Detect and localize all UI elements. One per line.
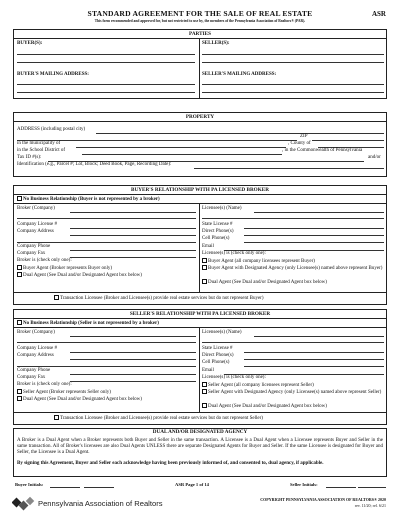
seller-broker-box	[13, 309, 387, 425]
buyer-cell-phone-label: Cell Phone(s)	[202, 236, 230, 241]
dual-agency-box	[13, 428, 387, 477]
buyer-company-address-line[interactable]	[70, 235, 196, 236]
seller-initials-line-1[interactable]	[326, 487, 356, 488]
form-subtitle: This form recommended and approved for, but not restricted to use by, the members of the Pennsylvania Association of Realtors® (PAR).	[94, 19, 306, 23]
buyer-company-fax-label: Company Fax	[17, 251, 46, 256]
buyer-no-business[interactable]	[17, 196, 160, 203]
property-title: PROPERTY	[14, 113, 386, 122]
seller-state-license-label: State License #	[202, 346, 233, 351]
seller-broker-divider	[199, 327, 200, 413]
seller-broker-company-line[interactable]	[70, 336, 196, 337]
seller-company-license-label: Company License #	[17, 346, 57, 351]
property-box	[13, 112, 387, 177]
seller-opt-agent-broker-label: Seller Agent (Broker represents Seller only)	[23, 390, 111, 395]
address-label: ADDRESS (including postal city)	[17, 127, 86, 132]
buyer-transaction-label: Transaction Licensee (Broker and Licensee(s) provide real estate services but do not represent Buyer)	[60, 296, 264, 301]
page-number: ASR Page 1 of 14	[175, 482, 209, 487]
buyer-broker-divider	[199, 203, 200, 293]
seller-transaction[interactable]	[54, 415, 263, 422]
revision: rev. 11/20; rel. 6/21	[354, 503, 386, 508]
seller-broker-company-line-2[interactable]	[17, 342, 196, 343]
seller-cell-phone-line[interactable]	[244, 366, 384, 367]
buyer-opt-dual-licensee[interactable]	[202, 279, 327, 286]
zip-line[interactable]	[312, 140, 384, 141]
buyer-opt-agent-broker-label: Buyer Agent (Broker represents Buyer only)	[23, 266, 113, 271]
buyer-opt-agent-all-label: Buyer Agent (all company licensees represent Buyer)	[208, 259, 315, 264]
checkbox-icon[interactable]	[17, 396, 22, 401]
buyer-broker-company-label: Broker (Company)	[17, 206, 55, 211]
identification-label: Identification (e.g., Parcel #; Lot, Block; Deed Book, Page, Recording Date):	[17, 162, 172, 167]
buyer-company-phone-line[interactable]	[70, 250, 196, 251]
identification-line[interactable]	[194, 168, 384, 169]
buyer-licensee-check-label: Licensee(s) is (check only one):	[202, 251, 266, 256]
divider	[14, 412, 386, 413]
seller-broker-check-label: Broker is (check only one):	[17, 382, 72, 387]
seller-transaction-label: Transaction Licensee (Broker and Licensee(s) provide real estate services but do not represent Seller)	[60, 416, 263, 421]
buyer-broker-company-line-2[interactable]	[17, 218, 196, 219]
seller-licensee-name-label: Licensee(s) (Name)	[202, 330, 242, 335]
school-district-line[interactable]	[82, 154, 282, 155]
buyer-state-license-line[interactable]	[244, 228, 384, 229]
parties-box	[13, 29, 387, 99]
dual-agency-text: A Broker is a Dual Agent when a Broker represents both Buyer and Seller in the same transaction. A Licensee is a Dual Agent when a Licensee represents Buyer and Seller in the same transaction. All of Broker's licensees are also Dual Agents UNLESS there are separate Designated Agents for Buyer and Seller. If the same Licensee is designated for Buyer and Seller, the Licensee is a Dual Agent.	[17, 438, 383, 455]
checkbox-icon[interactable]	[202, 279, 207, 284]
seller-cell-phone-label: Cell Phone(s)	[202, 360, 230, 365]
buyer-mailing-line-1[interactable]	[17, 84, 195, 85]
buyers-label: BUYER(S):	[17, 41, 43, 46]
seller-company-address-line-2[interactable]	[17, 366, 196, 367]
checkbox-icon[interactable]	[17, 272, 22, 277]
form-title: STANDARD AGREEMENT FOR THE SALE OF REAL ESTATE	[87, 9, 313, 18]
seller-opt-dual-broker-label: Dual Agent (See Dual and/or Designated Agent box below)	[23, 397, 142, 402]
buyer-state-license-label: State License #	[202, 222, 233, 227]
seller-direct-phone-label: Direct Phone(s)	[202, 353, 234, 358]
seller-company-fax-line[interactable]	[70, 381, 196, 382]
buyer-initials-line-1[interactable]	[50, 487, 80, 488]
seller-opt-designated[interactable]	[202, 389, 384, 396]
buyer-initials-label: Buyer Initials:	[15, 482, 44, 487]
seller-opt-dual-licensee[interactable]	[202, 403, 327, 410]
seller-mailing-line-1[interactable]	[202, 84, 384, 85]
buyer-broker-check-label: Broker is (check only one):	[17, 258, 72, 263]
seller-licensee-check-label: Licensee(s) is (check only one):	[202, 375, 266, 380]
county-label: , County of	[288, 141, 311, 146]
seller-licensee-name-line-2[interactable]	[202, 342, 384, 343]
seller-company-phone-label: Company Phone	[17, 368, 51, 373]
seller-opt-agent-all-label: Seller Agent (all company licensees represent Seller)	[208, 383, 314, 388]
buyer-licensee-name-line[interactable]	[254, 212, 384, 213]
sellers-label: SELLER(S):	[202, 41, 230, 46]
buyer-company-phone-label: Company Phone	[17, 244, 51, 249]
checkbox-icon[interactable]	[54, 295, 59, 300]
buyer-broker-title: BUYER'S RELATIONSHIP WITH PA LICENSED BROKER	[14, 186, 386, 195]
form-code: ASR	[371, 10, 386, 18]
seller-no-business-label: No Business Relationship (Seller is not represented by a broker)	[23, 321, 159, 326]
buyer-opt-agent-all[interactable]	[202, 258, 315, 265]
commonwealth-label: , in the Commonwealth of Pennsylvania	[282, 148, 363, 153]
checkbox-icon[interactable]	[17, 389, 22, 394]
buyer-cell-phone-line[interactable]	[244, 242, 384, 243]
buyer-opt-dual-broker[interactable]	[17, 272, 142, 279]
buyer-direct-phone-label: Direct Phone(s)	[202, 229, 234, 234]
checkbox-icon[interactable]	[202, 389, 207, 394]
school-district-label: in the School District of	[17, 148, 66, 153]
buyer-licensee-name-label: Licensee(s) (Name)	[202, 206, 242, 211]
buyer-company-address-line-2[interactable]	[17, 242, 196, 243]
parties-title: PARTIES	[14, 30, 386, 39]
dual-agency-title: DUAL AND/OR DESIGNATED AGENCY	[152, 429, 248, 435]
buyer-company-fax-line[interactable]	[70, 257, 196, 258]
seller-opt-agent-all[interactable]	[202, 382, 314, 389]
buyer-mailing-line-2[interactable]	[17, 92, 195, 93]
buyer-company-address-label: Company Address	[17, 229, 54, 234]
buyer-company-license-line[interactable]	[70, 228, 196, 229]
buyer-opt-designated[interactable]	[202, 265, 384, 272]
buyer-transaction[interactable]	[54, 295, 264, 302]
sellers-line-2[interactable]	[202, 62, 384, 63]
seller-company-address-line[interactable]	[70, 359, 196, 360]
seller-state-license-line[interactable]	[244, 352, 384, 353]
checkbox-icon[interactable]	[54, 415, 59, 420]
buyer-opt-agent-broker[interactable]	[17, 265, 112, 272]
buyer-direct-phone-line[interactable]	[244, 235, 384, 236]
checkbox-icon[interactable]	[17, 320, 22, 325]
zip-label: ZIP	[300, 134, 308, 139]
buyers-line-1[interactable]	[17, 54, 195, 55]
sellers-line-1[interactable]	[202, 54, 384, 55]
seller-mailing-label: SELLER'S MAILING ADDRESS:	[202, 72, 277, 77]
buyer-opt-designated-label: Buyer Agent with Designated Agency (only Licensee(s) named above represent Buyer)	[208, 266, 383, 271]
seller-company-address-label: Company Address	[17, 353, 54, 358]
buyer-licensee-name-line-2[interactable]	[202, 218, 384, 219]
seller-opt-designated-label: Seller Agent with Designated Agency (only Licensee(s) named above represent Seller)	[208, 390, 382, 395]
seller-no-business[interactable]	[17, 320, 159, 327]
divider	[14, 203, 386, 204]
seller-opt-dual-broker[interactable]	[17, 396, 142, 403]
seller-email-label: Email	[202, 368, 214, 373]
buyer-opt-dual-licensee-label: Dual Agent (See Dual and/or Designated Agent box below)	[208, 280, 327, 285]
seller-broker-title: SELLER'S RELATIONSHIP WITH PA LICENSED BROKER	[14, 310, 386, 319]
seller-mailing-line-2[interactable]	[202, 92, 384, 93]
divider	[14, 327, 386, 328]
checkbox-icon[interactable]	[202, 258, 207, 263]
municipality-label: in the municipality of	[17, 141, 61, 146]
parties-divider	[199, 38, 200, 99]
seller-opt-agent-broker[interactable]	[17, 389, 111, 396]
andor-label: and/or	[368, 155, 381, 160]
municipality-line[interactable]	[76, 147, 286, 148]
checkbox-icon[interactable]	[202, 265, 207, 270]
seller-initials-line-2[interactable]	[358, 487, 386, 488]
checkbox-icon[interactable]	[202, 403, 207, 408]
dual-agency-ack: By signing this Agreement, Buyer and Seller each acknowledge having been previously informed of, and consented to, dual agency, if applicable.	[17, 461, 324, 466]
buyer-initials-line-2[interactable]	[84, 487, 114, 488]
buyer-opt-dual-broker-label: Dual Agent (See Dual and/or Designated Agent box below)	[23, 273, 142, 278]
buyer-email-label: Email	[202, 244, 214, 249]
buyer-mailing-label: BUYER'S MAILING ADDRESS:	[17, 72, 89, 77]
org-name: Pennsylvania Association of Realtors	[38, 499, 163, 508]
tax-id-label: Tax ID #(s):	[17, 155, 42, 160]
seller-company-fax-label: Company Fax	[17, 375, 46, 380]
seller-opt-dual-licensee-label: Dual Agent (See Dual and/or Designated Agent box below)	[208, 404, 327, 409]
buyer-broker-company-line[interactable]	[70, 212, 196, 213]
checkbox-icon[interactable]	[202, 382, 207, 387]
address-line[interactable]	[96, 133, 384, 134]
seller-company-phone-line[interactable]	[70, 374, 196, 375]
buyer-company-license-label: Company License #	[17, 222, 57, 227]
divider	[14, 292, 386, 293]
seller-direct-phone-line[interactable]	[244, 359, 384, 360]
seller-company-license-line[interactable]	[70, 352, 196, 353]
buyer-no-business-label: No Business Relationship (Buyer is not represented by a broker)	[23, 197, 160, 202]
seller-broker-company-label: Broker (Company)	[17, 330, 55, 335]
buyer-broker-box	[13, 185, 387, 305]
checkbox-icon[interactable]	[17, 265, 22, 270]
par-logo-icon	[12, 496, 36, 512]
checkbox-icon[interactable]	[17, 196, 22, 201]
seller-initials-label: Seller Initials:	[290, 482, 318, 487]
seller-licensee-name-line[interactable]	[254, 336, 384, 337]
buyers-line-2[interactable]	[17, 62, 195, 63]
copyright: COPYRIGHT PENNSYLVANIA ASSOCIATION OF REALTORS® 2020	[260, 497, 386, 502]
